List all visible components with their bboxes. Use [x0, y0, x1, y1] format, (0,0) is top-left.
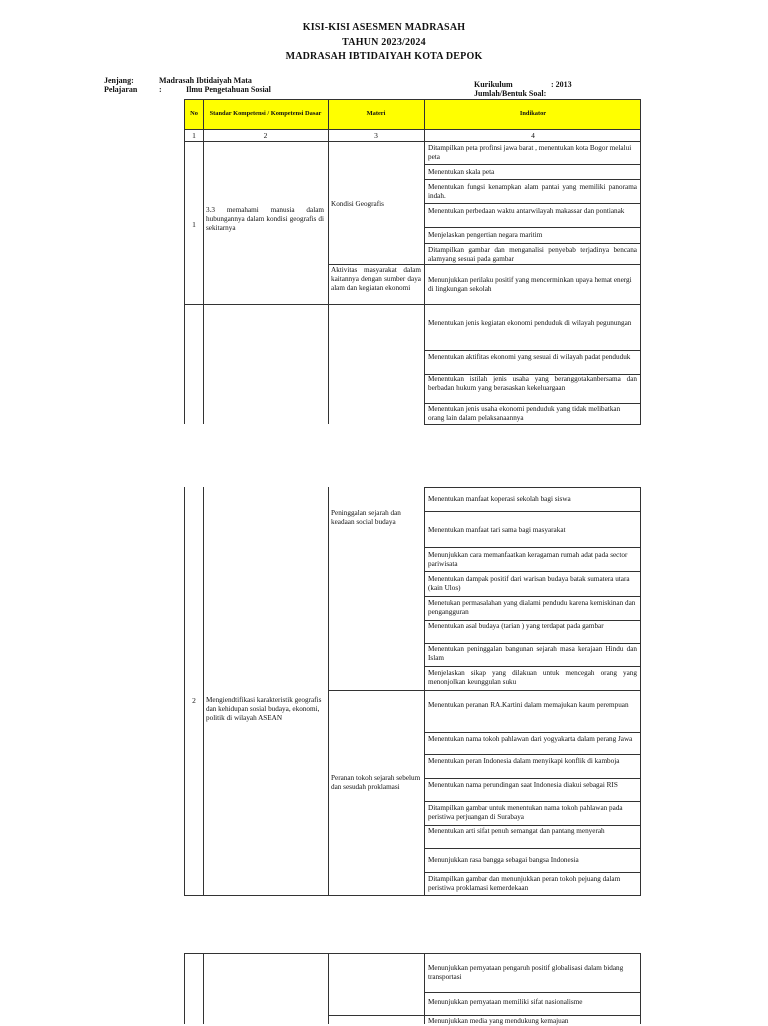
jumlah-label: Jumlah/Bentuk Soal: [474, 89, 547, 98]
row1-indikator-2: Menentukan skala peta [428, 168, 495, 176]
colnum-4: 4 [531, 131, 535, 140]
row2-indikator-4: Menentukan dampak positif dari warisan budaya batak sumatera utara (kain Ulos) [428, 575, 630, 592]
row2-indikator-12: Menentukan nama perundingan saat Indonesia diakui sebagai RIS [428, 781, 618, 789]
row2-indikator-11: Menentukan peran Indonesia dalam menyikapi konflik di kamboja [428, 757, 620, 765]
doc-title-line2: TAHUN 2023/2024 [342, 37, 426, 48]
header-no: No [190, 110, 198, 118]
row1-indikator-1: Ditampilkan peta profinsi jawa barat , menentukan kota Bogor melalui peta [428, 144, 632, 161]
colnum-3: 3 [374, 131, 378, 140]
row2-indikator-16: Ditampilkan gambar dan menunjukkan peran tokoh pejuang dalam peristiwa proklamasi kemerdekaan [428, 875, 621, 892]
colnum-2: 2 [263, 131, 268, 140]
row2-kd: Mengiendtifikasi karakteristik geografis dan kehidupan sosial budaya, ekonomi, politik di wilayah ASEAN [206, 696, 322, 722]
kurikulum-value: : 2013 [551, 80, 572, 89]
row2-indikator-1: Menentukan manfaat koperasi sekolah bagi siswa [428, 495, 571, 503]
row2-indikator-6: Menentukan asal budaya (tarian ) yang terdapat pada gambar [428, 622, 604, 630]
row2-indikator-7: Menentukan peninggalan bangunan sejarah masa kerajaan Hindu dan Islam [428, 645, 637, 662]
row1-no: 1 [192, 220, 196, 229]
row1-materi-a: Kondisi Geografis [331, 200, 384, 208]
row3-indikator-1: Menunjukkan pernyataan pengaruh positif globalisasi dalam bidang transportasi [428, 964, 624, 981]
jenjang-value: Madrasah Ibtidaiyah Mata [159, 76, 252, 85]
row2-indikator-9: Menentukan peranan RA.Kartini dalam memajukan kaum perempuan [428, 701, 629, 709]
row3-indikator-3: Menunjukkan media yang mendukung kemajuan [428, 1017, 569, 1025]
row1b-indikator-4: Menentukan jenis usaha ekonomi penduduk yang tidak melibatkan orang lain dalam pelaksanaannya [428, 405, 621, 422]
row2-indikator-5: Menetukan permasalahan yang dialami pendudu karena kemiskinan dan pengangguran [428, 599, 636, 616]
row3-indikator-2: Menunjukkan pernyataan memiliki sifat nasionalisme [428, 998, 583, 1006]
row1-indikator-6: Ditampilkan gambar dan menganalisi penyebab terjadinya bencana alamyang sesuai pada gambar [428, 246, 637, 263]
row1b-indikator-2: Menentukan aktifitas ekonomi yang sesuai di wilayah padat penduduk [428, 353, 631, 361]
row1-materi-b: Aktivitas masyarakat dalam kaitannya dengan sumber daya alam dan kegiatan ekonomi [331, 266, 421, 292]
row1-indikator-4: Menentukan perbedaan waktu antarwilayah makassar dan pontianak [428, 207, 625, 215]
kurikulum-label: Kurikulum [474, 80, 513, 89]
doc-title-line1: KISI-KISI ASESMEN MADRASAH [302, 22, 466, 33]
pelajaran-colon: : [159, 85, 162, 94]
pelajaran-label: Pelajaran [104, 85, 138, 94]
row2-indikator-14: Menentukan arti sifat penuh semangat dan pantang menyerah [428, 827, 605, 835]
header-materi: Materi [366, 110, 386, 118]
row1b-indikator-1: Menentukan jenis kegiatan ekonomi penduduk di wilayah pegunungan [428, 319, 632, 327]
row2-indikator-10: Menentukan nama tokoh pahlawan dari yogyakarta dalam perang Jawa [428, 735, 633, 743]
row2-indikator-8: Menjelaskan sikap yang dilakuan untuk mencegah orang yang menonjolkan keunggulan suku [428, 669, 637, 686]
header-kd: Standar Kompetensi / Kompetensi Dasar [209, 110, 322, 118]
header-indikator: Indikator [519, 110, 547, 118]
row1-indikator-5: Menjelaskan pengertian negara maritim [428, 231, 543, 239]
row2-no: 2 [192, 696, 196, 705]
colnum-1: 1 [192, 131, 196, 140]
row2-indikator-3: Menunjukkan cara memanfaatkan keragaman rumah adat pada sector pariwisata [428, 551, 628, 568]
row1b-indikator-3: Menentukan istilah jenis usaha yang beranggotakanbersama dan berbadan hukum yang berasaskan kekeluargaan [428, 375, 637, 392]
row2-indikator-13: Ditampilkan gambar untuk menentukan nama tokoh pahlawan pada peristiwa perjuangan di Surabaya [428, 804, 623, 821]
row2-materi-b: Peranan tokoh sejarah sebelum dan sesudah proklamasi [331, 774, 421, 791]
doc-title-line3: MADRASAH IBTIDAIYAH KOTA DEPOK [285, 51, 483, 62]
row2-materi-a: Peninggalan sejarah dan keadaan social budaya [331, 509, 401, 526]
row1-kd: 3.3 memahami manusia dalam hubungannya dalam kondisi geografis di sekitarnya [206, 206, 324, 232]
jenjang-label: Jenjang: [104, 76, 134, 85]
row1-indikator-3: Menentukan fungsi kenampkan alam pantai yang memiliki panorama indah. [428, 183, 637, 200]
row2-indikator-15: Menunjukkan rasa bangga sebagai bangsa Indonesia [428, 856, 579, 864]
row2-indikator-2: Menentukan manfaat tari sama bagi masyarakat [428, 526, 566, 534]
row1-indikator-7: Menunjukkan perilaku positif yang mencerminkan upaya hemat energi di lingkungan sekolah [428, 276, 632, 293]
pelajaran-value: Ilmu Pengetahuan Sosial [186, 85, 271, 94]
